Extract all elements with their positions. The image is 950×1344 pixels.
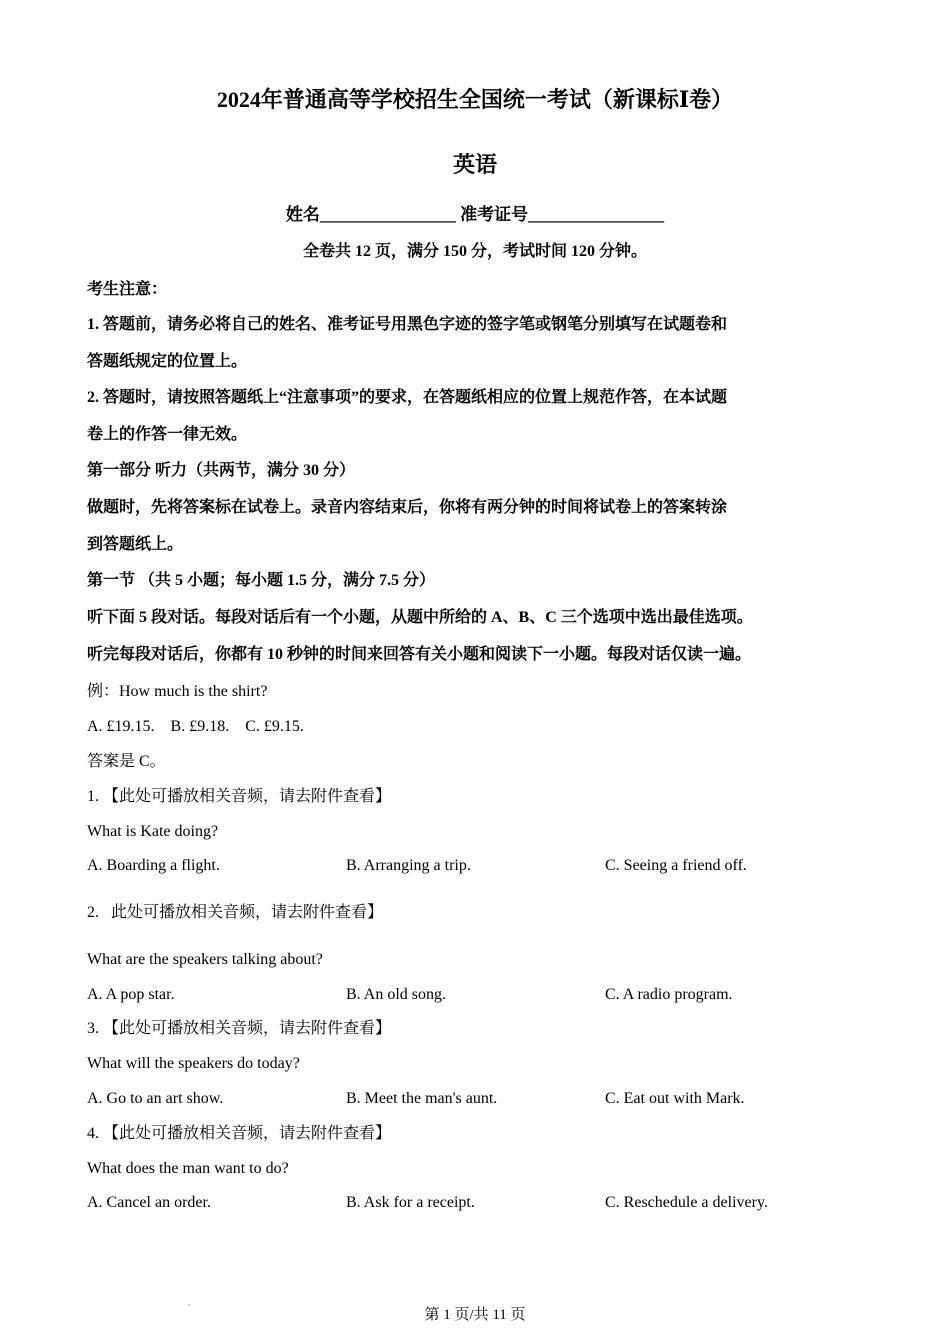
question-3-option-b: B. Meet the man's aunt.: [346, 1090, 498, 1107]
example-question: 例：How much is the shirt?: [87, 683, 268, 700]
question-4-option-b: B. Ask for a receipt.: [346, 1194, 475, 1211]
question-3-option-c: C. Eat out with Mark.: [605, 1090, 745, 1107]
question-1-text: What is Kate doing?: [87, 823, 219, 840]
question-1-option-b: B. Arranging a trip.: [346, 857, 471, 874]
question-2-option-b: B. An old song.: [346, 986, 447, 1003]
question-1-audio[interactable]: 1. 【此处可播放相关音频，请去附件查看】: [87, 788, 392, 805]
question-1-option-a: A. Boarding a flight.: [87, 857, 220, 874]
notice-item-2-line-1: 2. 答题时，请按照答题纸上“注意事项”的要求，在答题纸相应的位置上规范作答，在本试题: [87, 389, 728, 406]
question-4-audio[interactable]: 4. 【此处可播放相关音频，请去附件查看】: [87, 1125, 392, 1142]
question-3-text: What will the speakers do today?: [87, 1055, 300, 1072]
part1-instruction-line-2: 到答题纸上。: [87, 536, 184, 553]
section1-instruction-line-2: 听完每段对话后，你都有 10 秒钟的时间来回答有关小题和阅读下一小题。每段对话仅读一遍。: [87, 646, 752, 663]
question-2-option-a: A. A pop star.: [87, 986, 175, 1003]
question-1-option-c: C. Seeing a friend off.: [605, 857, 747, 874]
section1-instruction-line-1: 听下面 5 段对话。每段对话后有一个小题，从题中所给的 A、B、C 三个选项中选出最佳选项。: [87, 609, 753, 626]
notice-heading: 考生注意：: [87, 281, 168, 298]
section1-heading: 第一节 （共 5 小题；每小题 1.5 分，满分 7.5 分）: [87, 572, 436, 589]
part1-heading: 第一部分 听力（共两节，满分 30 分）: [87, 462, 356, 479]
example-answer: 答案是 C。: [87, 753, 166, 770]
question-4-option-c: C. Reschedule a delivery.: [605, 1194, 768, 1211]
subject-title: 英语: [452, 152, 497, 177]
question-3-option-a: A. Go to an art show.: [87, 1090, 224, 1107]
question-4-text: What does the man want to do?: [87, 1160, 289, 1177]
part1-instruction-line-1: 做题时，先将答案标在试卷上。录音内容结束后，你将有两分钟的时间将试卷上的答案转涂: [87, 499, 728, 516]
exam-info: 全卷共 12 页，满分 150 分，考试时间 120 分钟。: [302, 243, 647, 260]
question-4-option-a: A. Cancel an order.: [87, 1194, 211, 1211]
question-3-audio[interactable]: 3. 【此处可播放相关音频，请去附件查看】: [87, 1020, 392, 1037]
name-id-line: 姓名________________ 准考证号________________: [285, 205, 665, 224]
example-options: A. £19.15. B. £9.18. C. £9.15.: [87, 718, 304, 735]
notice-item-1-line-1: 1. 答题前，请务必将自己的姓名、准考证号用黑色字迹的签字笔或钢笔分别填写在试题卷和: [87, 316, 728, 333]
page-number: 第 1 页/共 11 页: [424, 1307, 526, 1323]
notice-item-1-line-2: 答题纸规定的位置上。: [87, 353, 248, 370]
question-2-option-c: C. A radio program.: [605, 986, 733, 1003]
question-2-text: What are the speakers talking about?: [87, 951, 323, 968]
notice-item-2-line-2: 卷上的作答一律无效。: [87, 426, 248, 443]
exam-title: 2024年普通高等学校招生全国统一考试（新课标Ⅰ卷）: [216, 87, 734, 112]
question-2-audio[interactable]: 2. 此处可播放相关音频，请去附件查看】: [87, 904, 384, 921]
